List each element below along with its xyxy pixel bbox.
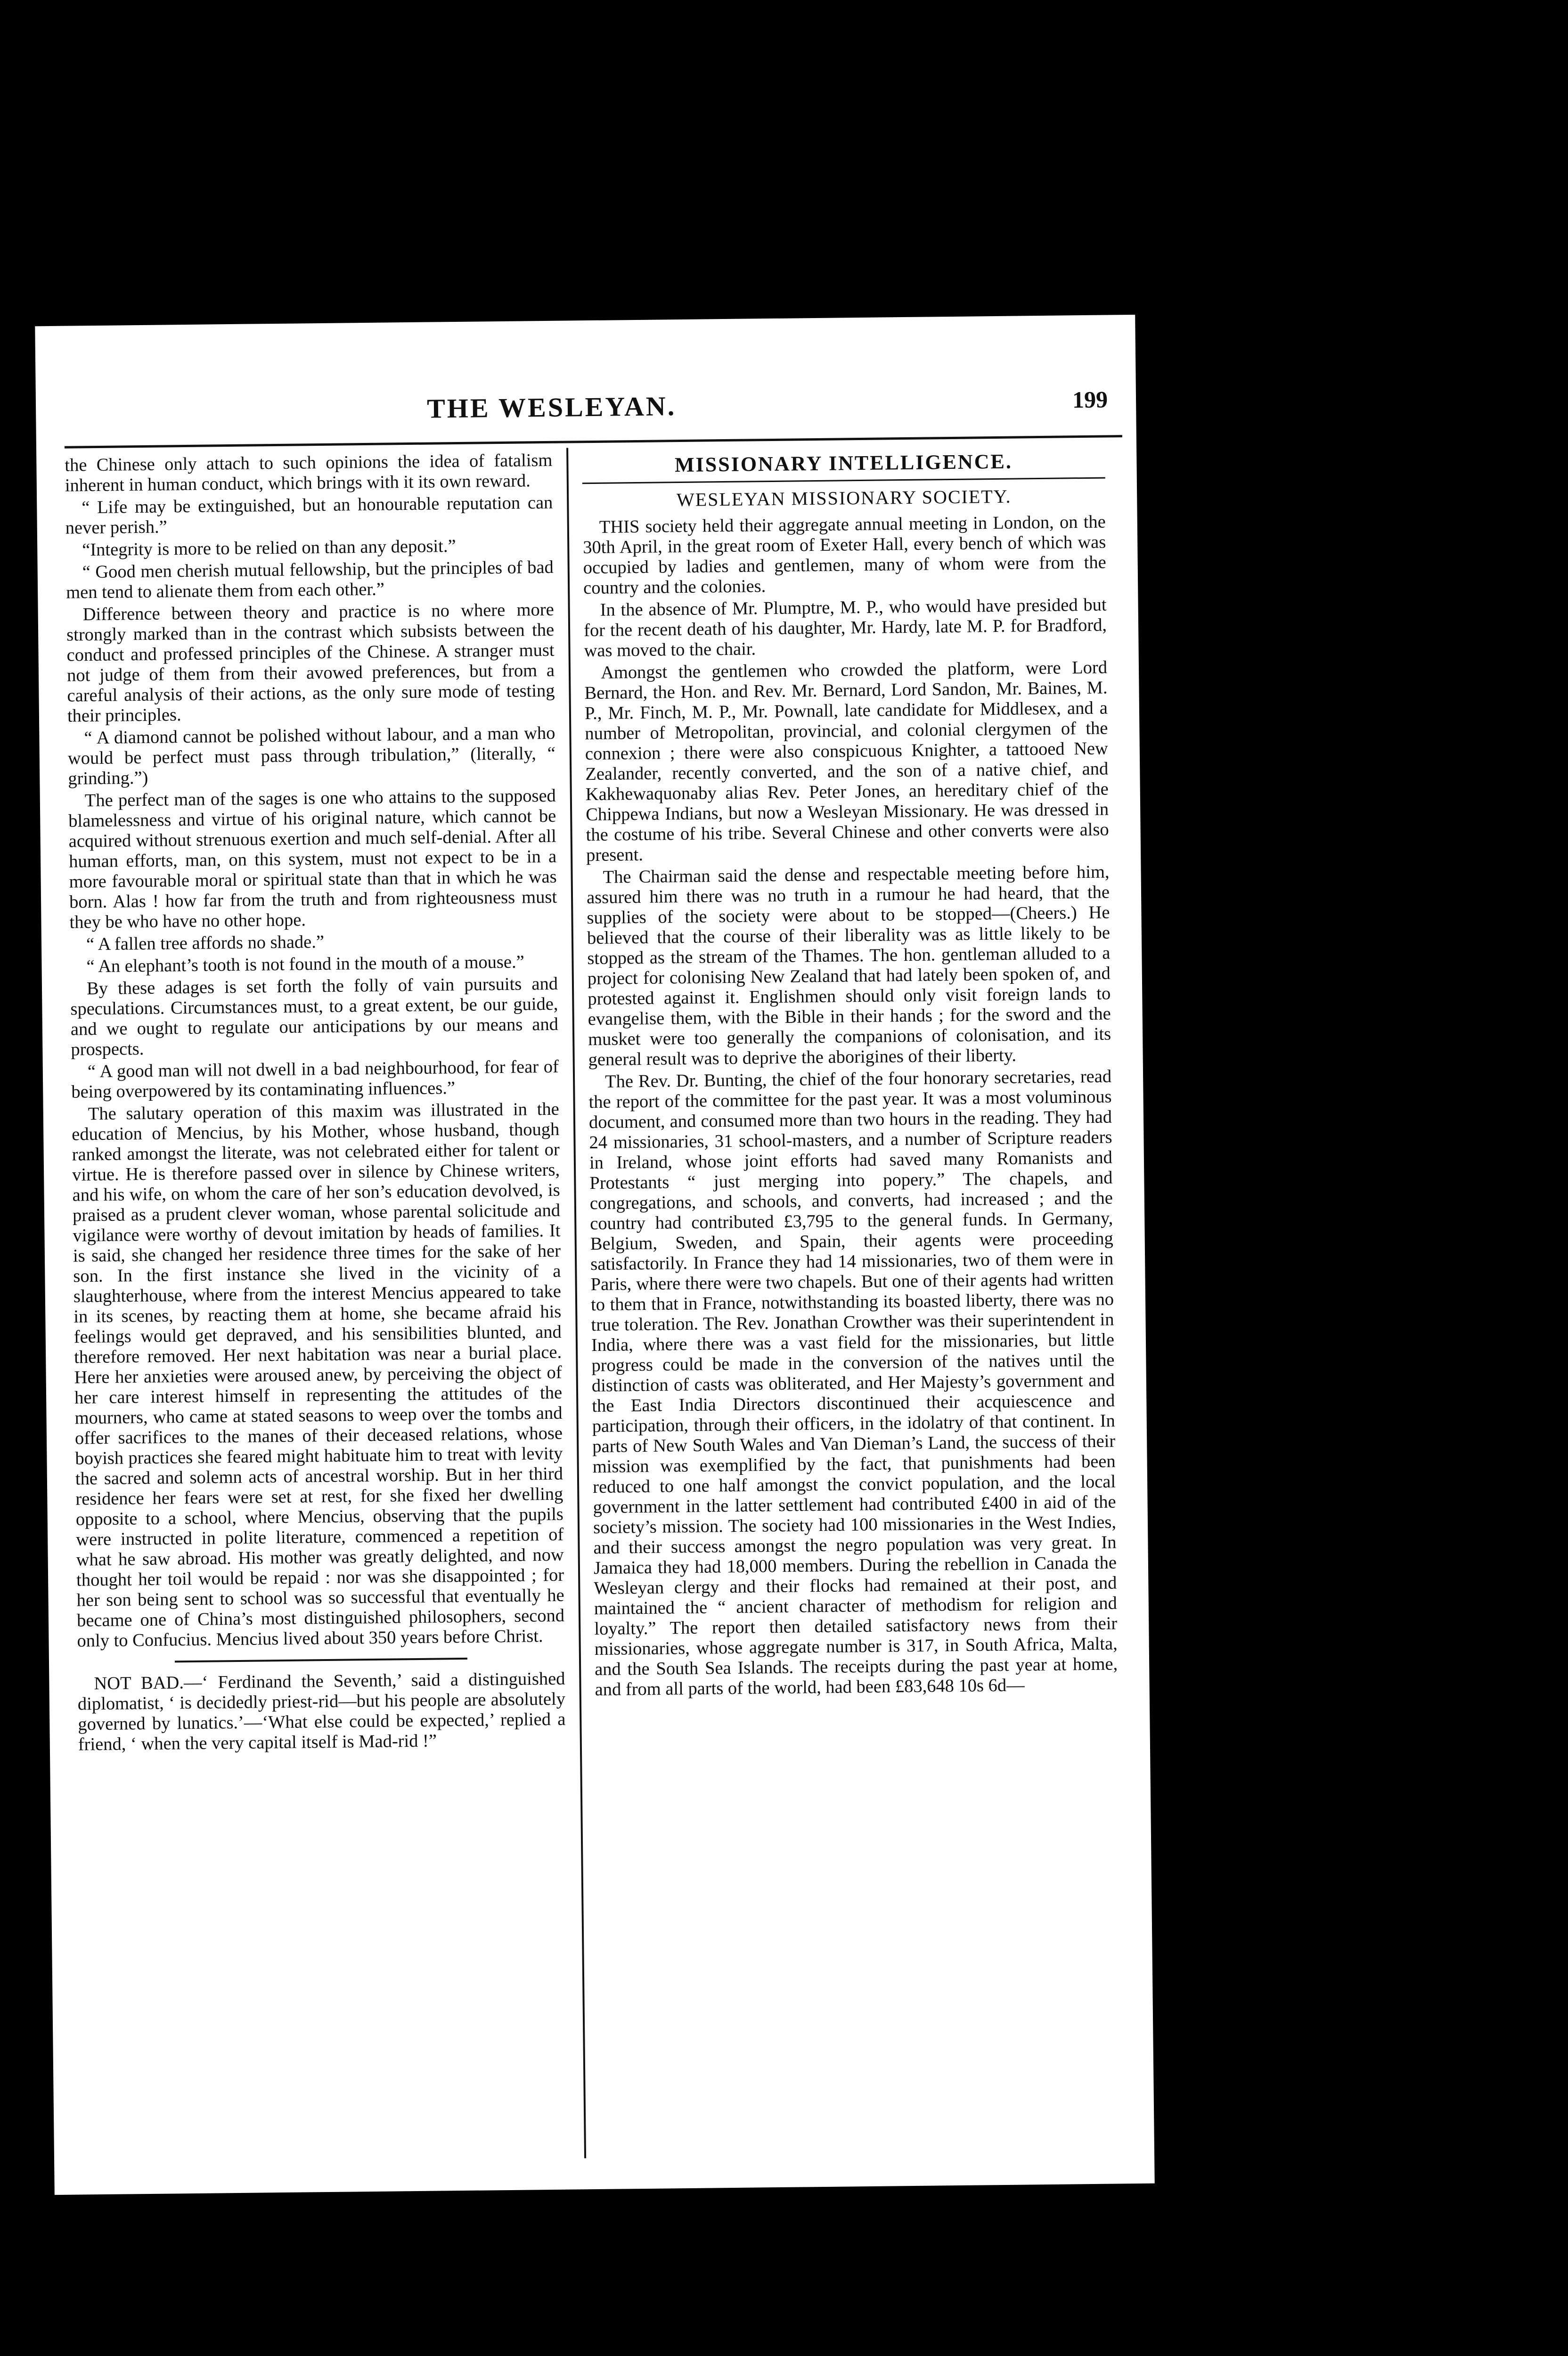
page-number: 199	[1072, 386, 1108, 413]
paragraph: The salutary operation of this maxim was illustrated in the education of Mencius, by his Mother, whose husband, though ranked amongst the literate, was not celebrated either for talent or virtue. He is therefore passed over in silence by Chinese writers, and his wife, on whom the care of her son’s education devolved, is praised as a prudent clever woman, whose parental solicitude and vigilance were worthy of devout imitation by heads of families. It is said, she changed her residence three times for the sake of her son. In the first instance she lived in the vicinity of a slaughterhouse, where from the interest Mencius appeared to take in its scenes, by reacting them at home, she became afraid his feelings would get depraved, and his sensibilities blunted, and therefore removed. Her next habitation was near a burial place. Here her anxieties were aroused anew, by perceiving the object of her care interest himself in representing the attitudes of the mourners, who came at stated seasons to weep over the tombs and offer sacrifices to the manes of their deceased relations, whose boyish practices she feared might habituate him to treat with levity the sacred and solemn acts of ancestral worship. But in her third residence her fears were set at rest, for she fixed her dwelling opposite to a school, where Mencius, observing that the pupils were instructed in polite literature, commenced a repetition of what he saw abroad. His mother was greatly delighted, and now thought her toil would be repaid : nor was she disappointed ; for her son being sent to school was so successful that eventually he became one of China’s most distinguished philosophers, second only to Confucius. Mencius lived about 350 years before Christ.	[72, 1099, 565, 1651]
paragraph: The Rev. Dr. Bunting, the chief of the four honorary secretaries, read the report of the committee for the past year. It was a most voluminous document, and consumed more than two hours in the reading. They had 24 missionaries, 31 school-masters, and a number of Scripture readers in Ireland, whose joint efforts had saved many Romanists and Protestants “ just merging into popery.” The chapels, and congregations, and schools, and converts, had increased ; and the country had contributed £3,795 to the general funds. In Germany, Belgium, Sweden, and Spain, their agents were proceeding satisfactorily. In France they had 14 missionaries, two of them were in Paris, where there were two chapels. But one of their agents had written to them that in France, notwithstanding its boasted liberty, there was no true toleration. The Rev. Jonathan Crowther was their superintendent in India, where there was a vast field for the missionaries, but little progress could be made in the conversion of the natives until the distinction of casts was obliterated, and Her Majesty’s government and the East India Directors discontinued their acquiescence and participation, through their officers, in the idolatry of that continent. In parts of New South Wales and Van Dieman’s Land, the success of their mission was exemplified by the fact, that punishments had been reduced to one half amongst the convict population, and the local government in the latter settlement had contributed £400 in aid of the society’s mission. The society had 100 missionaries in the West Indies, and their success amongst the negro population was very great. In Jamaica they had 18,000 members. During the rebellion in Canada the Wesleyan clergy and their flocks had remained at their post, and maintained the “ ancient character of methodism for religion and loyalty.” The report then detailed satisfactory news from their missionaries, whose aggregate number is 317, in South Africa, Malta, and the South Sea Islands. The receipts during the past year at home, and from all parts of the world, had been £83,648 10s 6d—	[588, 1066, 1118, 1700]
paragraph: “ Life may be extinguished, but an honourable reputation can never perish.”	[65, 492, 553, 538]
paragraph: Difference between theory and practice is no where more strongly marked than in the contrast which subsists between the conduct and professed principles of the Chinese. A stranger must not judge of them from their avowed preferences, but from a careful analysis of their actions, as the only sure mode of testing their principles.	[66, 599, 555, 726]
paragraph: “ An elephant’s tooth is not found in the mouth of a mouse.”	[86, 952, 524, 977]
left-column	[65, 450, 566, 1757]
anecdote-paragraph: NOT BAD.—‘ Ferdinand the Seventh,’ said a distinguished diplomatist, ‘ is decidedly priest-rid—but his people are absolutely governed by lunatics.’—‘What else could be expected,’ replied a friend, ‘ when the very capital itself is Mad-rid !”	[77, 1669, 566, 1755]
paragraph: the Chinese only attach to such opinions the idea of fatalism inherent in human conduct, which brings with it its own reward.	[65, 450, 553, 496]
paragraph: The Chairman said the dense and respectable meeting before him, assured him there was no truth in a rumour he had heard, that the supplies of the society were about to be stopped—(Cheers.) He believed that the course of their liberality was as little likely to be stopped as the stream of the Thames. The hon. gentleman alluded to a project for colonising New Zealand that had lately been spoken of, and protested against it. Englishmen should only visit foreign lands to evangelise them, with the Bible in their hands ; for the sword and the musket were too generally the companions of colonisation, and its general result was to deprive the aborigines of their liberty.	[586, 862, 1111, 1070]
paragraph: In the absence of Mr. Plumptre, M. P., who would have presided but for the recent death of his daughter, Mr. Hardy, late M. P. for Bradford, was moved to the chair.	[583, 595, 1107, 661]
paragraph: The perfect man of the sages is one who attains to the supposed blamelessness and virtue of his original nature, which cannot be acquired without strenuous exertion and much self-denial. After all human efforts, man, on this system, must not expect to be in a more favourable moral or spiritual state than that in which he was born. Alas ! how far from the truth and from righteousness must they be who have no other hope.	[68, 785, 557, 933]
paragraph: “Integrity is more to be relied on than any deposit.”	[82, 536, 456, 560]
article-title: WESLEYAN MISSIONARY SOCIETY.	[676, 485, 1012, 511]
running-title: THE WESLEYAN.	[426, 391, 677, 424]
section-rule	[582, 477, 1105, 484]
section-title: MISSIONARY INTELLIGENCE.	[674, 450, 1013, 477]
paragraph: Amongst the gentlemen who crowded the platform, were Lord Bernard, the Hon. and Rev. Mr. Bernard, Lord Sandon, Mr. Baines, M. P., Mr. Finch, M. P., Mr. Pownall, late candidate for Middlesex, and a number of Metropolitan, provincial, and colonial clergymen of the connexion ; there were also conspicuous Knighter, a tattooed New Zealander, recently converted, and the son of a native chief, and Kakhewaquonaby alias Rev. Peter Jones, an hereditary chief of the Chippewa Indians, but now a Wesleyan Missionary. He was dressed in the costume of his tribe. Several Chinese and other converts were also present.	[584, 657, 1109, 866]
right-column	[582, 445, 1118, 1702]
paragraph: “ A good man will not dwell in a bad neighbourhood, for fear of being overpowered by its contaminating influences.”	[71, 1056, 559, 1102]
newspaper-page	[35, 315, 1154, 2195]
paragraph: “ A fallen tree affords no shade.”	[86, 932, 325, 955]
paragraph: “ Good men cherish mutual fellowship, but the principles of bad men tend to alienate them from each other.”	[66, 557, 554, 603]
section-separator	[175, 1658, 467, 1663]
paragraph: THIS society held their aggregate annual meeting in London, on the 30th April, in the great room of Exeter Hall, every bench of which was occupied by ladies and gentlemen, many of whom were from the country and the colonies.	[583, 512, 1106, 598]
paragraph: “ A diamond cannot be polished without labour, and a man who would be perfect must pass through tribulation,” (literally, “ grinding.”)	[67, 723, 556, 789]
column-divider	[566, 448, 586, 2158]
page-header	[36, 385, 1136, 434]
paragraph: By these adages is set forth the folly of vain pursuits and speculations. Circumstances must, to a great extent, be our guide, and we ought to regulate our anticipations by our means and prospects.	[70, 973, 559, 1060]
